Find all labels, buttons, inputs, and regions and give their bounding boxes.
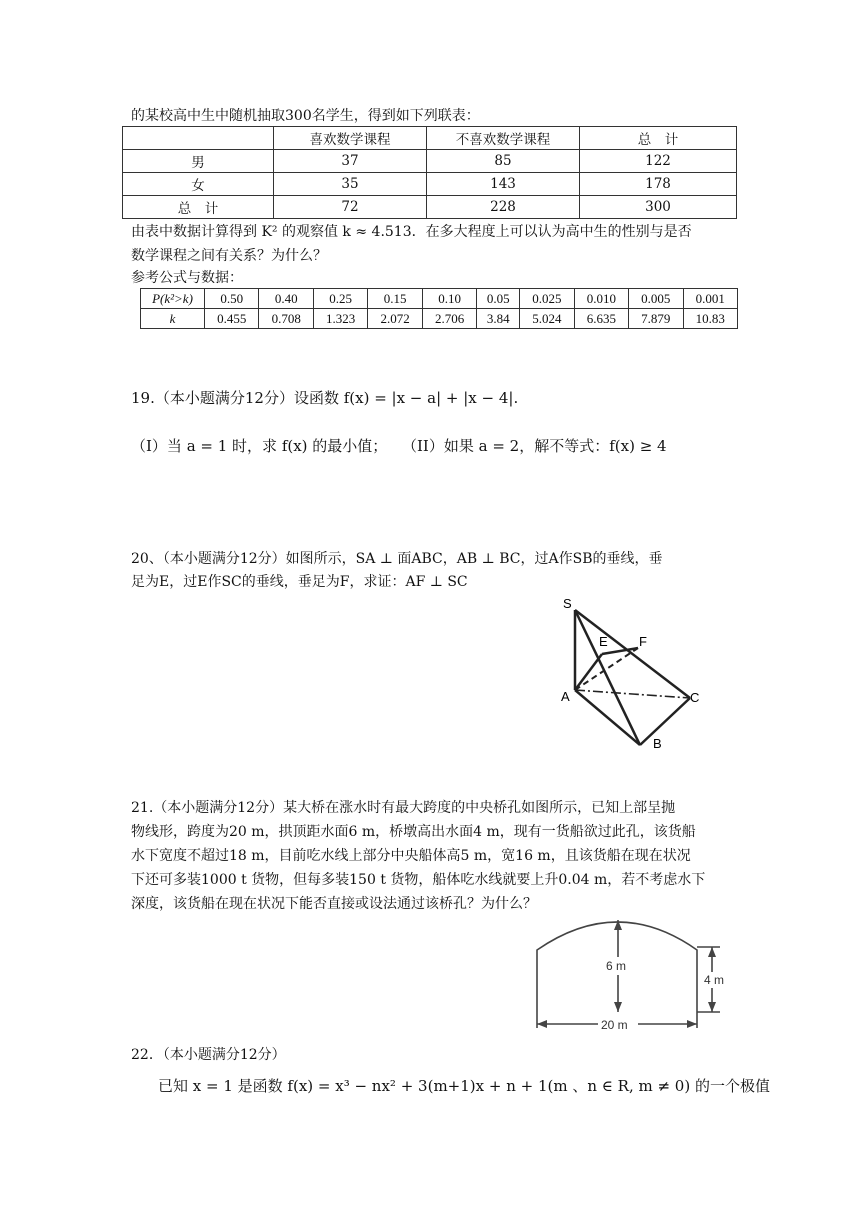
table-cell: 10.83: [683, 309, 737, 329]
vertex-label-e: E: [599, 634, 608, 649]
vertex-label-b: B: [653, 736, 662, 751]
contingency-table: [122, 126, 737, 219]
table-cell: 300: [580, 196, 737, 219]
vertex-label-s: S: [563, 596, 572, 611]
table-cell: 85: [427, 150, 580, 173]
row-label: 女: [123, 173, 274, 196]
header-cell: 喜欢数学课程: [274, 127, 427, 150]
table-row: [123, 196, 737, 219]
q22-text: 已知 x = 1 是函数 f(x) = x³ − nx² + 3(m+1)x + n + 1(m 、n ∈ R, m ≠ 0) 的一个极值: [158, 1077, 770, 1095]
table-header-row: [123, 127, 737, 150]
table-cell: 37: [274, 150, 427, 173]
intro-text: 的某校高中生中随机抽取300名学生，得到如下列联表：: [131, 108, 480, 124]
row-label: k: [141, 309, 205, 329]
table-cell: 0.001: [683, 289, 737, 309]
table-cell: 0.10: [422, 289, 476, 309]
vertex-label-a: A: [561, 689, 570, 704]
height-label: 6 m: [606, 959, 627, 973]
span-label: 20 m: [601, 1018, 628, 1032]
table-row: [141, 309, 738, 329]
table-cell: 122: [580, 150, 737, 173]
q19-title: 19.（本小题满分12分）设函数 f(x) = |x − a| + |x − 4|.: [131, 389, 519, 407]
header-cell: [123, 127, 274, 150]
table-cell: 2.072: [368, 309, 422, 329]
q21-line-2: 物线形，跨度为20 m，拱顶距水面6 m，桥墩高出水面4 m，现有一货船欲过此孔，该货船: [131, 824, 696, 840]
row-label: 男: [123, 150, 274, 173]
table-cell: 228: [427, 196, 580, 219]
q20-line-1: 20、（本小题满分12分）如图所示，SA ⊥ 面ABC，AB ⊥ BC，过A作SB的垂线，垂: [131, 551, 663, 567]
reference-label: 参考公式与数据：: [131, 270, 243, 286]
table-cell: 0.025: [520, 289, 574, 309]
reference-table: [140, 288, 738, 329]
table-cell: 143: [427, 173, 580, 196]
q21-line-4: 下还可多装1000 t 货物，但每多装150 t 货物，船体吃水线就要上升0.04 m，若不考虑水下: [131, 872, 706, 888]
table-cell: 0.708: [259, 309, 313, 329]
table-cell: 0.005: [629, 289, 683, 309]
table-row: [123, 150, 737, 173]
table-cell: 0.40: [259, 289, 313, 309]
q18-text-1: 由表中数据计算得到 K² 的观察值 k ≈ 4.513．在多大程度上可以认为高中生的性别与是否: [131, 224, 692, 240]
q19-part2: （II）如果 a = 2，解不等式：f(x) ≥ 4: [402, 437, 667, 455]
table-cell: 0.455: [205, 309, 259, 329]
table-cell: 2.706: [422, 309, 476, 329]
q21-line-3: 水下宽度不超过18 m，目前吃水线上部分中央船体高5 m，宽16 m，且该货船在现在状况: [131, 848, 691, 864]
table-cell: 6.635: [574, 309, 628, 329]
table-cell: 0.25: [313, 289, 367, 309]
table-cell: 3.84: [477, 309, 520, 329]
table-row: [141, 289, 738, 309]
table-cell: 35: [274, 173, 427, 196]
q18-text-2: 数学课程之间有关系？为什么？: [131, 248, 327, 264]
header-cell: 总 计: [580, 127, 737, 150]
q21-line-1: 21.（本小题满分12分）某大桥在涨水时有最大跨度的中央桥孔如图所示，已知上部呈抛: [131, 800, 676, 816]
table-cell: 1.323: [313, 309, 367, 329]
bridge-arch-figure: [520, 912, 750, 1044]
header-cell: 不喜欢数学课程: [427, 127, 580, 150]
vertex-label-f: F: [639, 634, 647, 649]
table-cell: 7.879: [629, 309, 683, 329]
tetrahedron-figure: [550, 590, 720, 760]
table-cell: 0.15: [368, 289, 422, 309]
table-cell: 0.010: [574, 289, 628, 309]
row-label: 总 计: [123, 196, 274, 219]
vertex-label-c: C: [690, 690, 700, 705]
table-row: [123, 173, 737, 196]
q19-part1: （I）当 a = 1 时，求 f(x) 的最小值；: [131, 437, 388, 455]
table-cell: 5.024: [520, 309, 574, 329]
pier-label: 4 m: [704, 973, 725, 987]
table-cell: 178: [580, 173, 737, 196]
table-cell: 0.05: [477, 289, 520, 309]
q21-line-5: 深度，该货船在现在状况下能否直接或设法通过该桥孔？为什么？: [131, 896, 537, 912]
row-label: P(k²>k): [141, 289, 205, 309]
q22-title: 22．（本小题满分12分）: [131, 1047, 286, 1063]
q20-line-2: 足为E，过E作SC的垂线，垂足为F，求证：AF ⊥ SC: [131, 574, 468, 590]
table-cell: 72: [274, 196, 427, 219]
table-cell: 0.50: [205, 289, 259, 309]
